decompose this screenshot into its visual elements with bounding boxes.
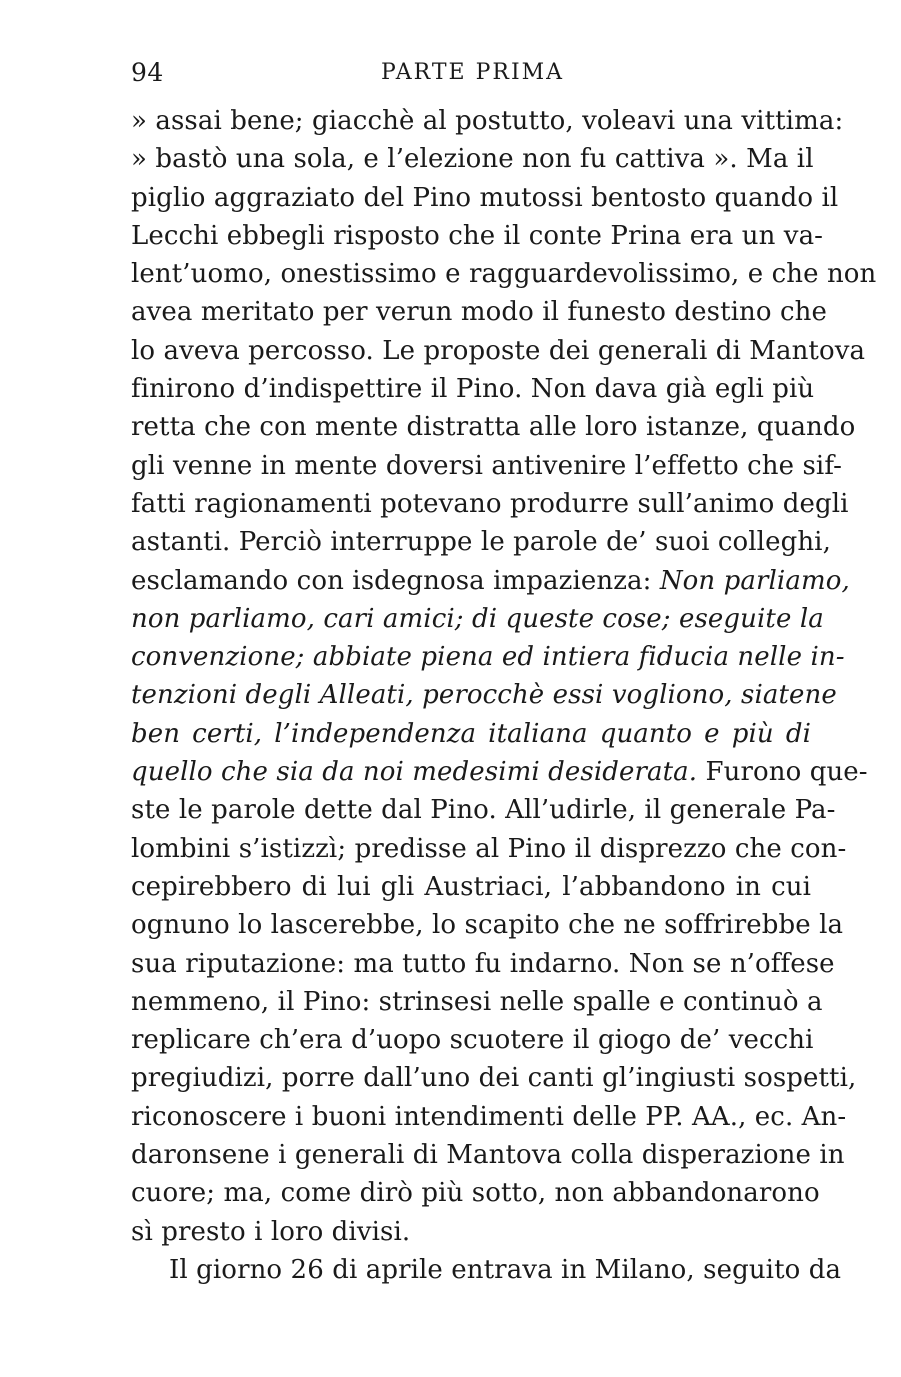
text-line [131,791,836,829]
text-line [131,638,845,676]
text-segment: Furono que- [697,757,868,788]
text-line [131,906,844,944]
text-line [131,332,866,370]
text-segment: lent’uomo, onestissimo e ragguardevolissimo, e che non [131,259,877,290]
text-line [131,217,824,255]
text-line [131,1136,845,1174]
text-line [131,1021,814,1059]
text-segment: sì presto i loro divisi. [131,1216,411,1247]
italic-text-segment: non parliamo, cari amici; di queste cose; eseguite la [131,603,824,634]
text-segment: esclamando con isdegnosa impazienza: [131,565,660,596]
text-segment: cepirebbero di lui gli Austriaci, l’abbandono in cui [131,871,811,902]
text-segment: sua riputazione: ma tutto fu indarno. Non se n’offese [131,948,835,979]
text-line [131,523,831,561]
text-line [131,1251,842,1289]
text-line [131,102,844,140]
text-segment: ognuno lo lascerebbe, lo scapito che ne soffrirebbe la [131,910,844,941]
text-segment: piglio aggraziato del Pino mutossi bentosto quando il [131,182,839,213]
text-segment: lombini s’istizzì; predisse al Pino il disprezzo che con- [131,833,847,864]
text-line [131,945,835,983]
text-segment: Lecchi ebbegli risposto che il conte Prina era un va- [131,220,824,251]
text-segment: ste le parole dette dal Pino. All’udirle, il generale Pa- [131,795,836,826]
text-line [131,562,850,600]
italic-text-segment: convenzione; abbiate piena ed intiera fiducia nelle in- [131,642,845,673]
text-segment: pregiudizi, porre dall’uno dei canti gl’ingiusti sospetti, [131,1063,857,1094]
text-segment: daronsene i generali di Mantova colla disperazione in [131,1140,845,1171]
text-segment: astanti. Perciò interruppe le parole de’ suoi colleghi, [131,527,831,558]
text-line [131,370,815,408]
text-line [131,753,868,791]
text-segment: retta che con mente distratta alle loro istanze, quando [131,412,856,443]
running-head: PARTE PRIMA [381,60,565,85]
text-segment: cuore; ma, come dirò più sotto, non abbandonarono [131,1178,820,1209]
text-segment: replicare ch’era d’uopo scuotere il giogo de’ vecchi [131,1025,814,1056]
italic-text-segment: Non parliamo, [659,565,850,596]
text-line [131,1059,857,1097]
page-number: 94 [131,58,164,87]
text-line [131,676,837,714]
text-line [131,983,823,1021]
text-line [131,255,877,293]
text-segment: gli venne in mente doversi antivenire l’effetto che sif- [131,450,843,481]
text-segment: fatti ragionamenti potevano produrre sull’animo degli [131,488,849,519]
text-segment: riconoscere i buoni intendimenti delle PP. AA., ec. An- [131,1101,847,1132]
text-segment: » assai bene; giacchè al postutto, voleavi una vittima: [131,106,844,136]
text-segment: finirono d’indispettire il Pino. Non dava già egli più [131,374,815,405]
text-line [131,1098,847,1136]
italic-text-segment: quello che sia da noi medesimi desiderata. [131,757,698,788]
text-line [131,600,824,638]
text-line [131,447,843,485]
body-text [131,102,877,1289]
text-segment: nemmeno, il Pino: strinsesi nelle spalle e continuò a [131,986,823,1017]
text-line [131,1174,820,1212]
text-line [131,408,856,446]
text-line [131,140,814,178]
text-line [131,485,849,523]
text-line [131,179,839,217]
text-line [131,868,811,906]
text-segment: lo aveva percosso. Le proposte dei generali di Mantova [131,335,866,366]
text-segment: avea meritato per verun modo il funesto destino che [131,297,827,328]
text-segment: » bastò una sola, e l’elezione non fu cattiva ». Ma il [131,144,814,175]
text-line [131,715,811,753]
text-segment: Il giorno 26 di aprile entrava in Milano, seguito da [169,1254,842,1285]
page-header [131,58,811,92]
italic-text-segment: tenzioni degli Alleati, perocchè essi vogliono, siatene [131,680,837,711]
italic-text-segment: ben certi, l’independenza italiana quanto e più di [131,718,811,749]
text-line [131,1213,811,1251]
text-line [131,830,847,868]
text-line [131,293,827,331]
